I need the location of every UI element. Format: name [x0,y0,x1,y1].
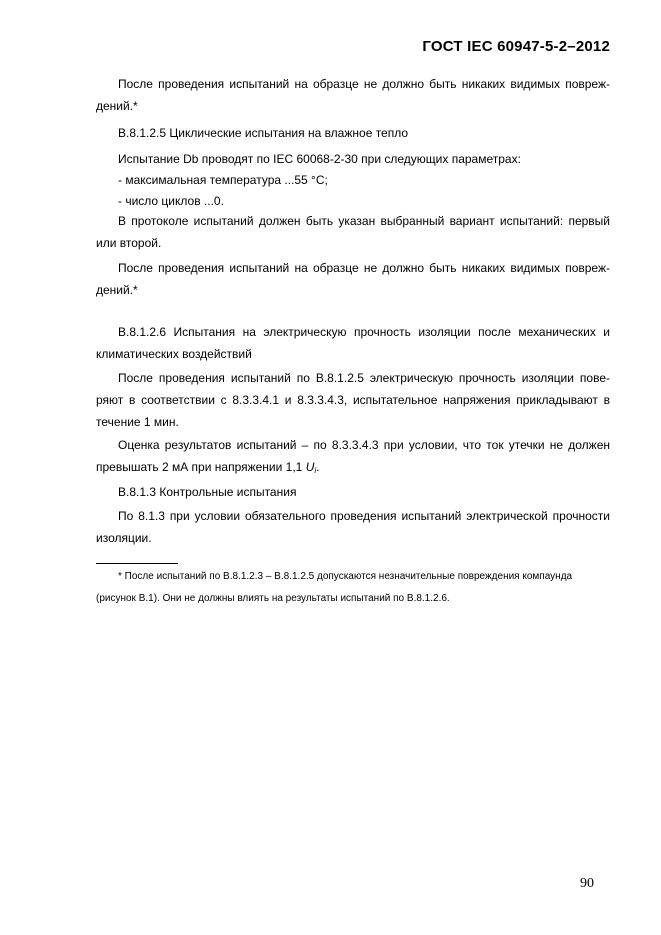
voltage-text: превышать 2 мА при напряжении 1,1 [96,460,303,474]
paragraph-line: ряют в соответствии с 8.3.3.4.1 и 8.3.3.4.3, испытательное напряжения прикладывают в [96,393,610,407]
section-heading-b813: В.8.1.3 Контрольные испытания [118,485,297,499]
sentence-end: . [316,460,320,474]
paragraph-line: изоляции. [96,531,152,545]
paragraph-line: После проведения испытаний на образце не должно быть никаких видимых повреж- [118,261,610,275]
paragraph-line: В протоколе испытаний должен быть указан выбранный вариант испытаний: первый [118,214,610,228]
voltage-subscript: i [314,466,317,475]
paragraph-line: Испытание Db проводят по IEC 60068-2-30 при следующих параметрах: [118,152,521,166]
parameter-list-item: - максимальная температура ...55 °C; [118,173,328,187]
page-number: 90 [580,876,594,891]
document-code-header: ГОСТ IEC 60947-5-2–2012 [422,38,610,55]
footnote-line: (рисунок В.1). Они не должны влиять на результаты испытаний по В.8.1.2.6. [96,593,450,604]
paragraph-line: дений.* [96,99,138,113]
paragraph-line: После проведения испытаний на образце не должно быть никаких видимых повреж- [118,77,610,91]
paragraph-line: течение 1 мин. [96,415,179,429]
paragraph-line: По 8.1.3 при условии обязательного проведения испытаний электрической прочности [118,509,610,523]
section-heading-b8126-cont: климатических воздействий [96,347,252,361]
paragraph-line: После проведения испытаний по В.8.1.2.5 электрическую прочность изоляции пове- [118,371,610,385]
paragraph-line: или второй. [96,236,162,250]
paragraph-line: дений.* [96,283,138,297]
paragraph-line: Оценка результатов испытаний – по 8.3.3.4.3 при условии, что ток утечки не должен [118,438,610,452]
parameter-list-item: - число циклов ...0. [118,194,224,208]
footnote-separator [96,563,178,564]
paragraph-line [96,456,320,482]
footnote-line: * После испытаний по В.8.1.2.3 – В.8.1.2.5 допускаются незначительные повреждения компаунда [118,571,573,582]
section-heading-b8125: В.8.1.2.5 Циклические испытания на влажное тепло [118,126,409,140]
voltage-symbol: U [305,460,315,474]
section-heading-b8126: В.8.1.2.6 Испытания на электрическую прочность изоляции после механических и [118,325,610,339]
